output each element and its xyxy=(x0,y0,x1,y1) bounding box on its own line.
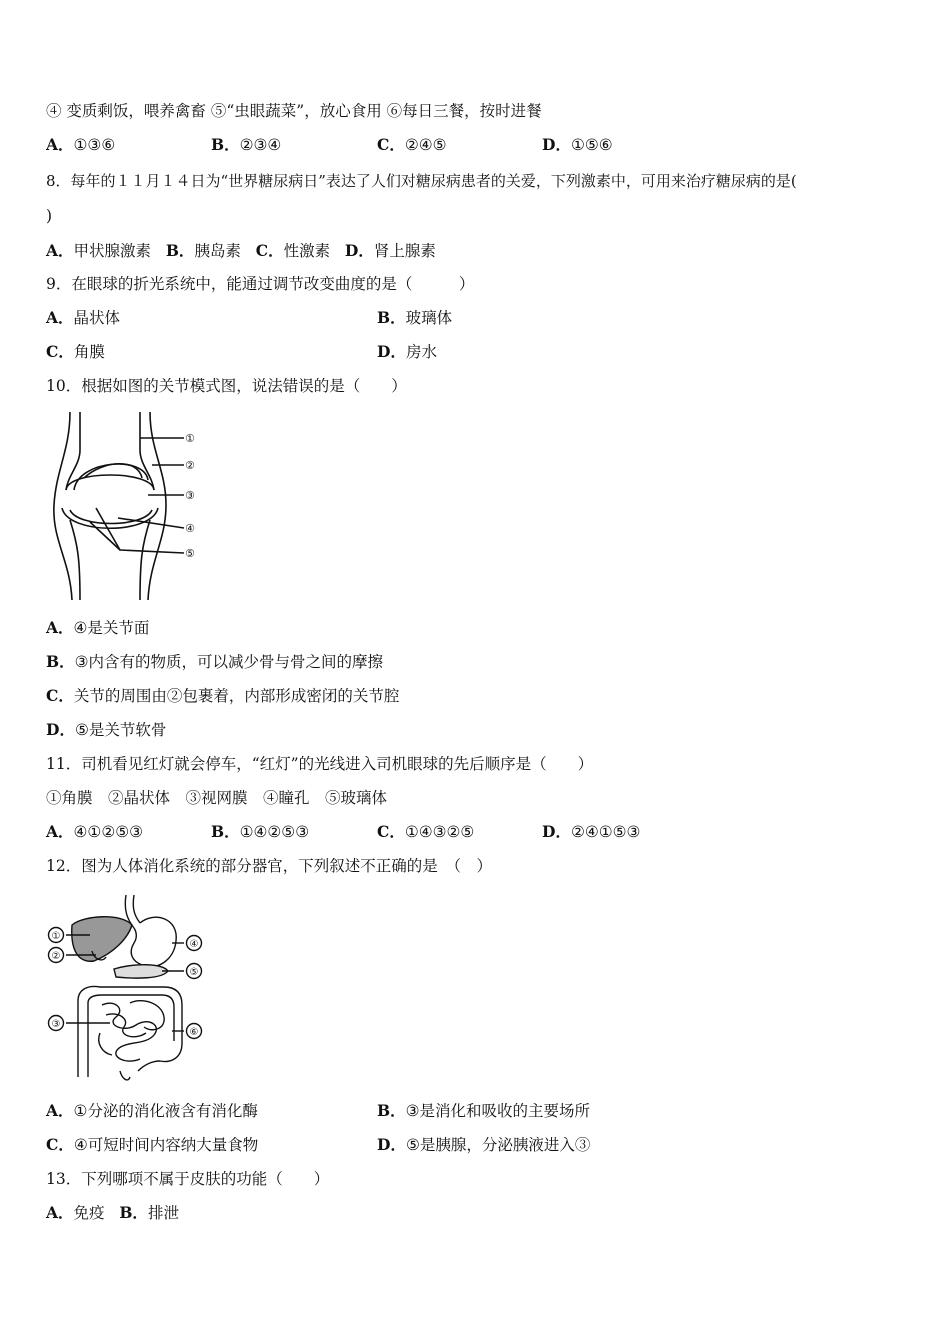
digestive-diagram xyxy=(44,893,210,1085)
q8-options[interactable]: A．甲状腺激素 B．胰岛素 C．性激素 D．肾上腺素 xyxy=(46,241,436,260)
joint-label-3: ③ xyxy=(185,489,195,502)
q9-option-a[interactable]: A．晶状体 xyxy=(46,308,121,327)
q11-option-b[interactable]: B．①④②⑤③ xyxy=(211,822,310,841)
digestive-label-1: ① xyxy=(51,931,61,942)
q13-stem: 13．下列哪项不属于皮肤的功能（ ） xyxy=(46,1170,330,1188)
q7-continuation: ④ 变质剩饭，喂养禽畜 ⑤“虫眼蔬菜”，放心食用 ⑥每日三餐，按时进餐 xyxy=(46,102,542,120)
q12-option-d[interactable]: D．⑤是胰腺，分泌胰液进入③ xyxy=(377,1135,591,1154)
q13-options[interactable]: A．免疫 B．排泄 xyxy=(46,1203,179,1222)
digestive-label-4: ④ xyxy=(189,939,199,950)
q11-items: ①角膜 ②晶状体 ③视网膜 ④瞳孔 ⑤玻璃体 xyxy=(46,789,388,807)
joint-label-5: ⑤ xyxy=(185,547,195,560)
q11-option-c[interactable]: C．①④③②⑤ xyxy=(377,822,475,841)
q7-option-a[interactable]: A．①③⑥ xyxy=(46,135,116,154)
q9-stem: 9．在眼球的折光系统中，能通过调节改变曲度的是（ ） xyxy=(46,275,475,293)
q12-option-c[interactable]: C．④可短时间内容纳大量食物 xyxy=(46,1135,259,1154)
q7-option-d[interactable]: D．①⑤⑥ xyxy=(542,135,613,154)
q7-option-b[interactable]: B．②③④ xyxy=(211,135,282,154)
q11-option-d[interactable]: D．②④①⑤③ xyxy=(542,822,641,841)
digestive-label-5: ⑤ xyxy=(189,967,199,978)
digestive-label-2: ② xyxy=(51,951,61,962)
q12-stem: 12．图为人体消化系统的部分器官，下列叙述不正确的是 （ ） xyxy=(46,857,492,875)
q10-option-a[interactable]: A．④是关节面 xyxy=(46,618,150,637)
digestive-label-6: ⑥ xyxy=(189,1027,199,1038)
q12-option-b[interactable]: B．③是消化和吸收的主要场所 xyxy=(377,1101,591,1120)
joint-diagram xyxy=(48,410,208,602)
joint-label-1: ① xyxy=(185,432,195,445)
q9-option-d[interactable]: D．房水 xyxy=(377,342,437,361)
q8-stem: 8．每年的１１月１４日为“世界糖尿病日”表达了人们对糖尿病患者的关爱，下列激素中，可用来治疗糖尿病的是( xyxy=(46,172,797,190)
q10-option-c[interactable]: C．关节的周围由②包裹着，内部形成密闭的关节腔 xyxy=(46,686,400,705)
q7-option-c[interactable]: C．②④⑤ xyxy=(377,135,447,154)
q10-option-b[interactable]: B．③内含有的物质，可以减少骨与骨之间的摩擦 xyxy=(46,652,384,671)
digestive-label-3: ③ xyxy=(51,1019,61,1030)
q11-option-a[interactable]: A．④①②⑤③ xyxy=(46,822,144,841)
q10-stem: 10．根据如图的关节模式图，说法错误的是（ ） xyxy=(46,377,407,395)
joint-label-4: ④ xyxy=(185,522,195,535)
q9-option-c[interactable]: C．角膜 xyxy=(46,342,105,361)
q9-option-b[interactable]: B．玻璃体 xyxy=(377,308,453,327)
joint-label-2: ② xyxy=(185,459,195,472)
q10-option-d[interactable]: D．⑤是关节软骨 xyxy=(46,720,167,739)
q12-option-a[interactable]: A．①分泌的消化液含有消化酶 xyxy=(46,1101,258,1120)
q11-stem: 11．司机看见红灯就会停车，“红灯”的光线进入司机眼球的先后顺序是（ ） xyxy=(46,755,594,773)
q8-stem-end: ) xyxy=(46,207,53,225)
